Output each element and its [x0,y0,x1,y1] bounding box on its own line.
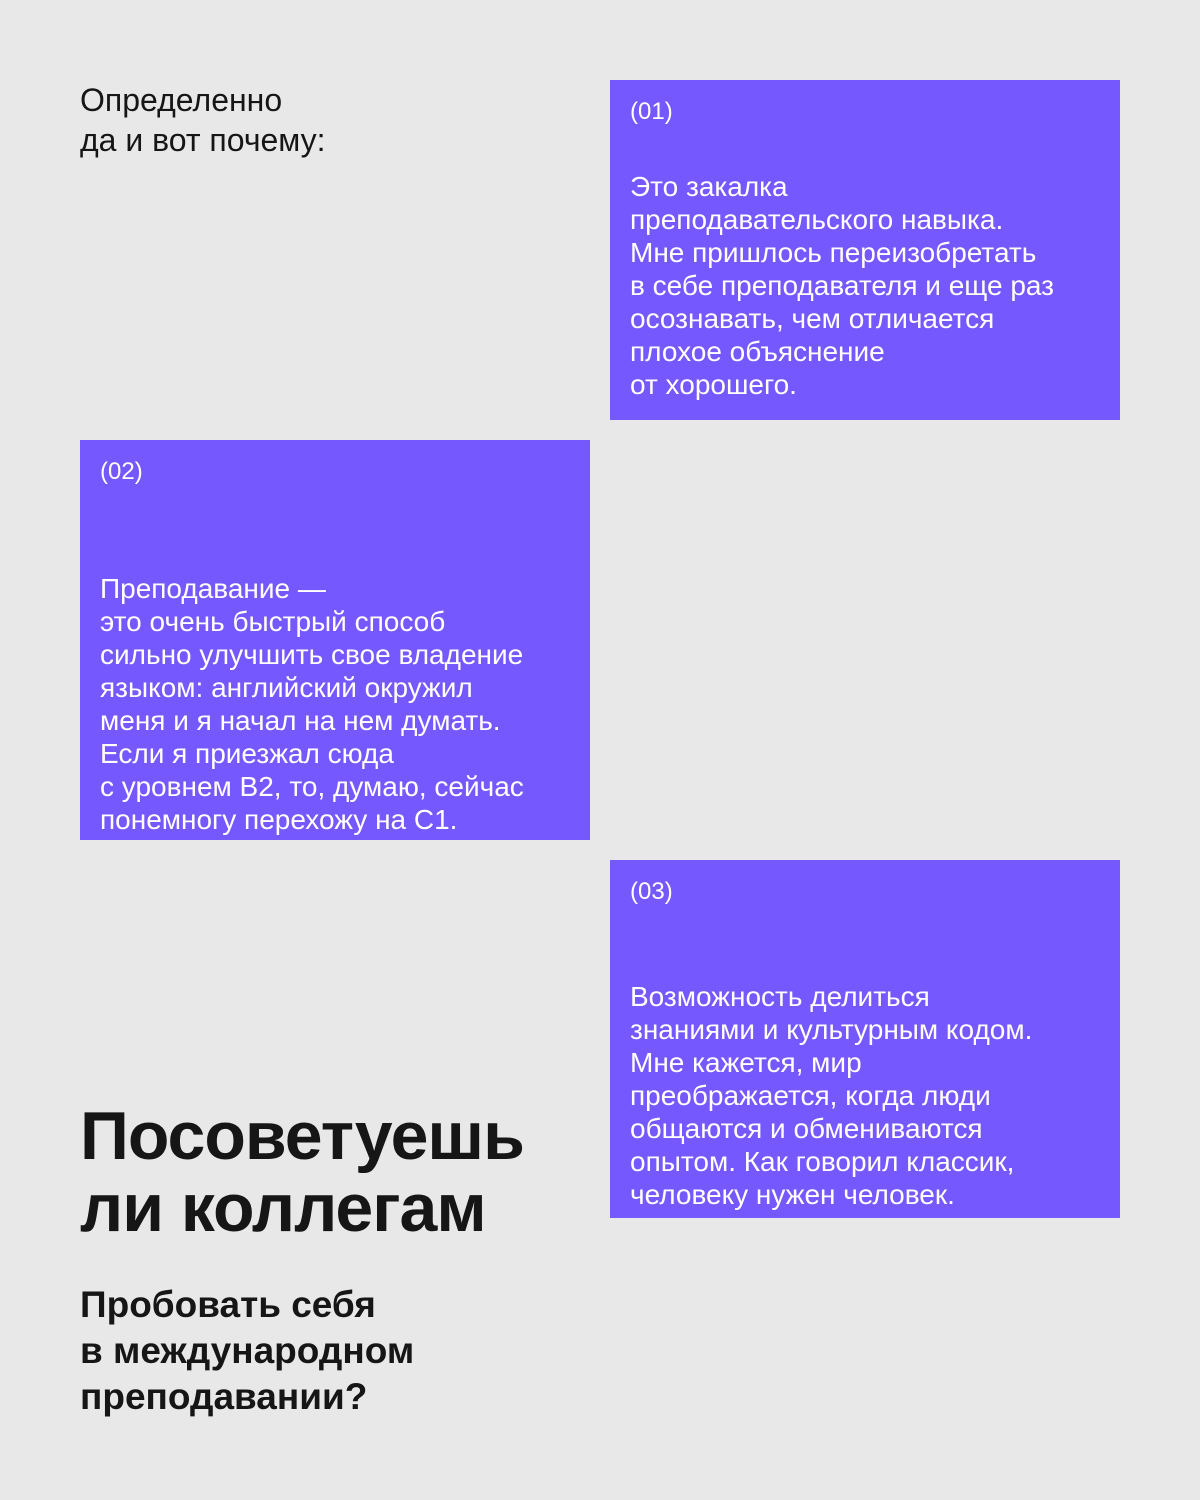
subtitle-line: Пробовать себя [80,1284,376,1325]
card-line: общаются и обмениваются [630,1113,983,1144]
card-line: преображается, когда люди [630,1080,991,1111]
card-line: Преподавание — [100,573,326,604]
reason-card-1 [610,80,1120,420]
card-line: Возможность делиться [630,981,930,1012]
card-line: Мне пришлось переизобретать [630,237,1037,268]
subtitle-line: преподавании? [80,1376,368,1417]
card-line: понемногу перехожу на C1. [100,804,458,835]
title-line: ли коллегам [80,1170,486,1246]
card-line: языком: английский окружил [100,672,473,703]
card-number: (01) [630,98,673,125]
reason-card-2 [80,440,590,840]
card-line: в себе преподавателя и еще раз [630,270,1055,301]
card-line: осознавать, чем отличается [630,303,995,334]
reason-card-3 [610,860,1120,1218]
card-line: сильно улучшить свое владение [100,639,524,670]
title-line: Посоветуешь [80,1098,524,1174]
card-line: с уровнем B2, то, думаю, сейчас [100,771,524,802]
card-number: (02) [100,458,143,485]
card-text [630,170,1100,401]
intro-line: Определенно [80,82,283,118]
card-line: меня и я начал на нем думать. [100,705,501,736]
card-line: Мне кажется, мир [630,1047,862,1078]
subtitle-line: в международном [80,1330,415,1371]
card-line: от хорошего. [630,369,797,400]
card-line: человеку нужен человек. [630,1179,955,1210]
intro-line: да и вот почему: [80,122,326,158]
page-title [80,1100,600,1244]
card-line: это очень быстрый способ [100,606,446,637]
card-line: Если я приезжал сюда [100,738,394,769]
intro-text [80,80,520,160]
card-text [100,572,570,836]
card-line: плохое объяснение [630,336,885,367]
card-text [630,980,1100,1211]
card-line: преподавательского навыка. [630,204,1004,235]
card-number: (03) [630,878,673,905]
page-subtitle [80,1282,580,1420]
card-line: знаниями и культурным кодом. [630,1014,1033,1045]
card-line: опытом. Как говорил классик, [630,1146,1015,1177]
card-line: Это закалка [630,171,788,202]
